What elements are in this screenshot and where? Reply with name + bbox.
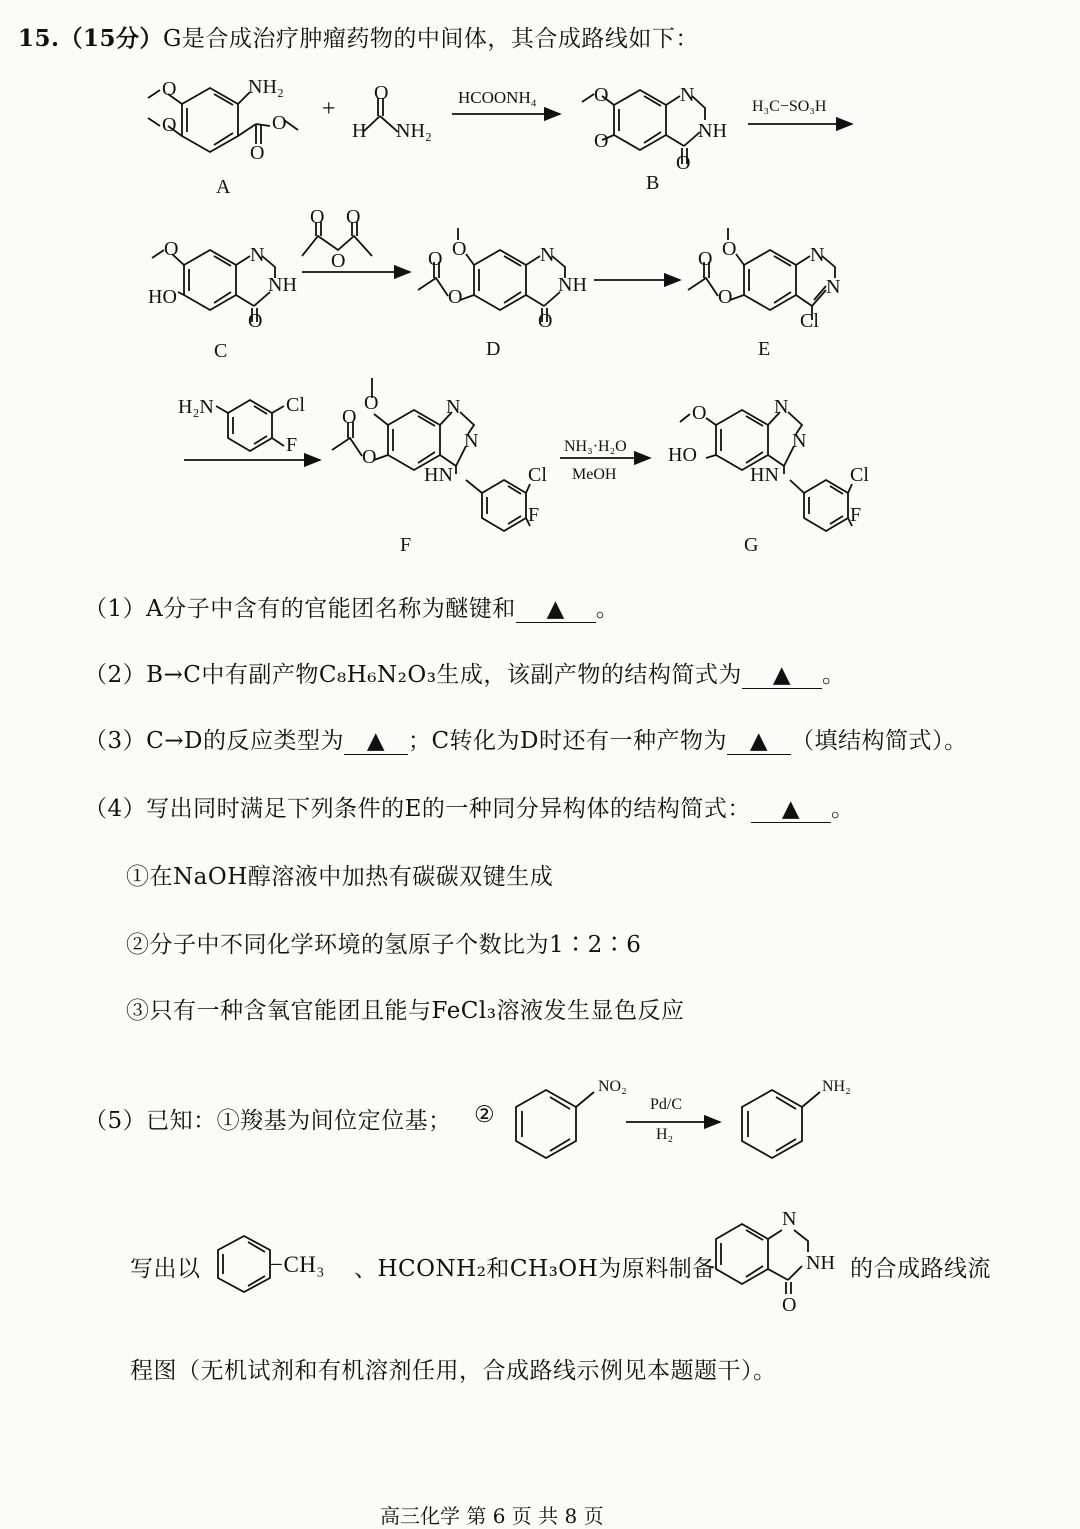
d-o2: O [448, 286, 463, 308]
aniline-reagent-structure [216, 400, 284, 451]
page-footer: 高三化学 第 6 页 共 8 页 [380, 1504, 604, 1528]
q3-answer-blank-1[interactable]: ▲ [344, 729, 408, 755]
e-o3: O [698, 248, 713, 270]
anhydride-o2: O [346, 206, 361, 228]
reagent-msa: H₃C−SO₃H [752, 98, 827, 115]
plus-sign: + [322, 96, 336, 122]
q4-answer-blank[interactable]: ▲ [751, 797, 831, 823]
reagent-hcoonh4: HCOONH₄ [458, 88, 537, 107]
d-n: N [540, 244, 555, 266]
q5-task-a: 写出以 [130, 1256, 201, 1282]
q2-answer-blank[interactable]: ▲ [742, 663, 822, 689]
e-o2: O [718, 286, 733, 308]
b-o1: O [594, 84, 609, 106]
a-o2: O [162, 114, 177, 136]
d-o4: O [538, 310, 553, 332]
q3-mid: ；C转化为D时还有一种产物为 [407, 728, 727, 754]
question-2 [84, 656, 845, 689]
a-o3: O [250, 142, 265, 164]
question-4 [84, 790, 854, 823]
q4-condition-2: ②分子中不同化学环境的氢原子个数比为1∶2∶6 [126, 932, 642, 958]
hydrogen-label: H₂ [656, 1126, 674, 1143]
compound-e-structure [688, 228, 835, 320]
reagent-meoh: MeOH [572, 466, 617, 483]
e-n2: N [826, 276, 841, 298]
g-cl: Cl [850, 464, 869, 486]
f-f: F [528, 504, 540, 526]
f-o2: O [362, 446, 377, 468]
anhydride-o1: O [310, 206, 325, 228]
label-c: C [214, 340, 228, 362]
label-g: G [744, 534, 759, 556]
aniline-h2n: H₂N [178, 396, 214, 418]
question-3 [84, 722, 968, 755]
aniline-cl: Cl [286, 394, 305, 416]
a-o4: O [272, 112, 287, 134]
f-n1: N [446, 396, 461, 418]
q5-task-b: 、HCONH₂和CH₃OH为原料制备 [354, 1256, 716, 1282]
e-n1: N [810, 244, 825, 266]
catalyst-label: Pd/C [650, 1096, 683, 1113]
reagent-nh3: NH₃·H₂O [564, 438, 627, 455]
toluene-ch3: −CH₃ [270, 1252, 325, 1277]
q4-text: （4）写出同时满足下列条件的E的一种同分异构体的结构简式： [84, 796, 751, 822]
label-a: A [216, 176, 231, 198]
c-o3: O [248, 310, 263, 332]
b-o3: O [676, 152, 691, 174]
f-cl: Cl [528, 464, 547, 486]
q1-answer-blank[interactable]: ▲ [516, 597, 596, 623]
g-f: F [850, 504, 862, 526]
amino-label: NH₂ [822, 1078, 851, 1095]
g-n1: N [774, 396, 789, 418]
label-d: D [486, 338, 501, 360]
q5-task-c: 的合成路线流 [850, 1256, 991, 1282]
formamide-nh2: NH₂ [396, 120, 432, 142]
question-score: （15分） [59, 25, 164, 52]
question-number: 15. [18, 25, 60, 52]
g-n2: N [792, 430, 807, 452]
q3-text: （3）C→D的反应类型为 [84, 728, 344, 754]
nitro-label: NO₂ [598, 1078, 627, 1095]
f-o3: O [342, 406, 357, 428]
q3-suffix: （填结构简式）。 [791, 728, 968, 754]
q4-suffix: 。 [830, 796, 855, 822]
compound-d-structure [418, 228, 565, 322]
q5-circle-2: ② [474, 1102, 496, 1128]
g-hn: HN [750, 464, 779, 486]
a-nh2: NH₂ [248, 76, 284, 98]
f-n2: N [464, 430, 479, 452]
q2-text: （2）B→C中有副产物C₈H₆N₂O₃生成，该副产物的结构简式为 [84, 662, 742, 688]
q4-condition-1: ①在NaOH醇溶液中加热有碳碳双键生成 [126, 864, 554, 890]
q5-known [84, 1102, 452, 1135]
question-1 [84, 590, 619, 623]
c-n: N [250, 244, 265, 266]
question-intro: G是合成治疗肿瘤药物的中间体，其合成路线如下： [163, 26, 699, 52]
q2-suffix: 。 [821, 662, 846, 688]
b-n: N [680, 84, 695, 106]
formamide-o: O [374, 82, 389, 104]
f-o1: O [364, 392, 379, 414]
label-f: F [400, 534, 412, 556]
f-hn: HN [424, 464, 453, 486]
g-ho: HO [668, 444, 697, 466]
quinazolinone-n: N [782, 1208, 797, 1230]
a-o1: O [162, 78, 177, 100]
question-header [18, 20, 699, 53]
q4-condition-3: ③只有一种含氧官能团且能与FeCl₃溶液发生显色反应 [126, 998, 685, 1024]
q5-task-d: 程图（无机试剂和有机溶剂任用，合成路线示例见本题题干）。 [130, 1358, 777, 1384]
anhydride-o3: O [331, 250, 346, 272]
b-nh: NH [698, 120, 727, 142]
d-nh: NH [558, 274, 587, 296]
c-ho: HO [148, 286, 177, 308]
q5-known-text: （5）已知：①羧基为间位定位基； [84, 1108, 452, 1134]
q3-answer-blank-2[interactable]: ▲ [727, 729, 791, 755]
e-cl: Cl [800, 310, 819, 332]
aniline-f: F [286, 434, 298, 456]
b-o2: O [594, 130, 609, 152]
c-nh: NH [268, 274, 297, 296]
synthesis-scheme [0, 60, 1080, 620]
e-o1: O [722, 238, 737, 260]
g-o1: O [692, 402, 707, 424]
d-o3: O [428, 248, 443, 270]
formamide-h: H [352, 120, 367, 142]
quinazolinone-o: O [782, 1294, 797, 1316]
c-o1: O [164, 238, 179, 260]
q1-text: （1）A分子中含有的官能团名称为醚键和 [84, 596, 516, 622]
d-o1: O [452, 238, 467, 260]
quinazolinone-nh: NH [806, 1252, 835, 1274]
q1-suffix: 。 [595, 596, 620, 622]
label-e: E [758, 338, 771, 360]
label-b: B [646, 172, 660, 194]
